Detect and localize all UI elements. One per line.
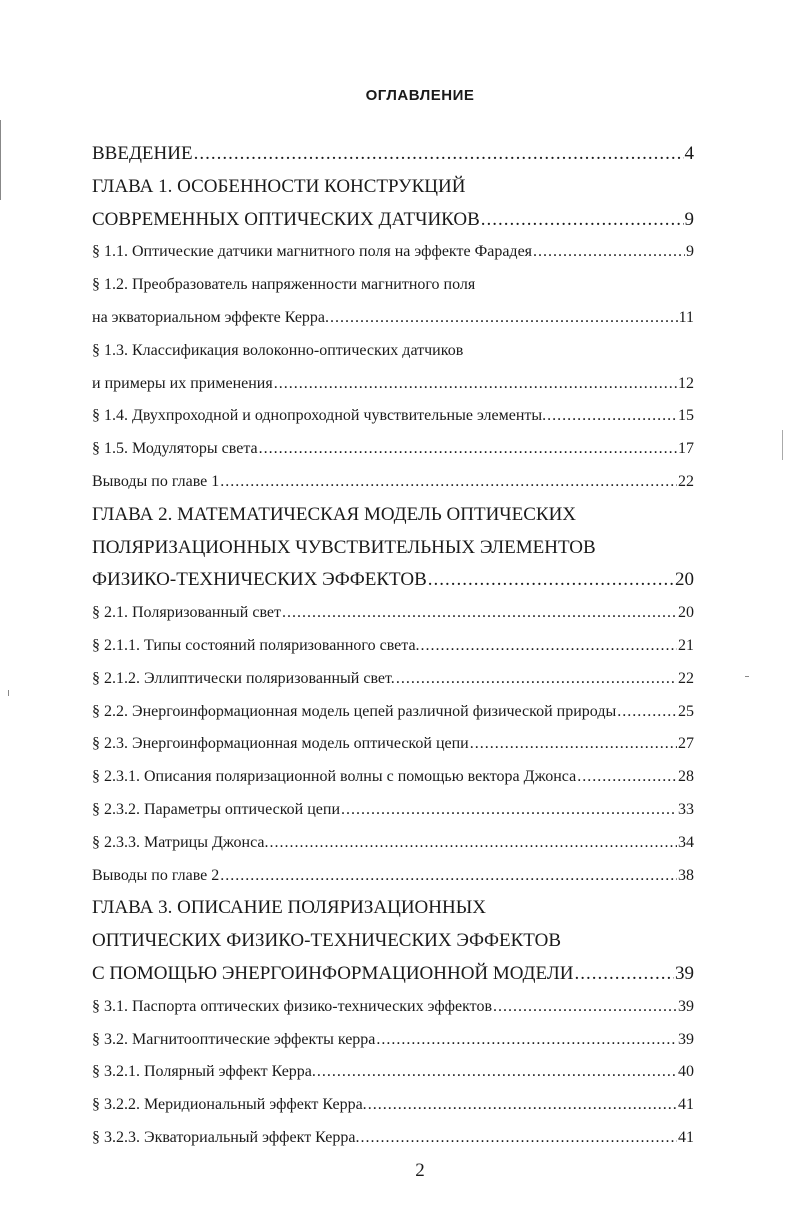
toc-entry-title: § 3.2.2. Меридиональный эффект Керра. [92, 1096, 367, 1114]
toc-entry [92, 466, 694, 499]
toc-leader-dots [533, 236, 685, 269]
toc-entry-page: 9 [686, 243, 694, 261]
toc-entry-page: 21 [678, 636, 694, 654]
toc-leader-dots [270, 827, 677, 860]
toc-leader-dots [493, 991, 677, 1024]
toc-entry [92, 925, 694, 958]
toc-entry-page: 22 [678, 472, 694, 490]
toc-entry [92, 171, 694, 204]
toc-leader-dots [220, 466, 677, 499]
toc-entry-page: 39 [678, 997, 694, 1015]
toc-entry-page: 15 [678, 407, 694, 425]
toc-entry-title: ВВЕДЕНИЕ [92, 143, 193, 164]
toc-entry [92, 892, 694, 925]
toc-entry-title: С ПОМОЩЬЮ ЭНЕРГОИНФОРМАЦИОННОЙ МОДЕЛИ [92, 962, 574, 984]
toc-entry-title: ФИЗИКО-ТЕХНИЧЕСКИХ ЭФФЕКТОВ [92, 569, 427, 591]
toc-entry-page: 39 [675, 962, 694, 984]
toc-entry-page: 12 [678, 374, 694, 392]
toc-entry-title: § 3.2.1. Полярный эффект Керра. [92, 1063, 316, 1081]
toc-entry-title: § 3.1. Паспорта оптических физико-технических эффектов [92, 997, 493, 1015]
scan-mark [8, 690, 9, 696]
toc-entry-title: ГЛАВА 1. ОСОБЕННОСТИ КОНСТРУКЦИЙ [92, 175, 466, 197]
toc-entry-title: ГЛАВА 3. ОПИСАНИЕ ПОЛЯРИЗАЦИОННЫХ [92, 897, 486, 919]
toc-entry-title: ПОЛЯРИЗАЦИОННЫХ ЧУВСТВИТЕЛЬНЫХ ЭЛЕМЕНТОВ [92, 536, 596, 558]
toc-leader-dots [547, 400, 677, 433]
scan-mark [745, 676, 749, 677]
toc-entry [92, 860, 694, 893]
toc-entry-page: 9 [684, 208, 694, 230]
toc-entry-page: 41 [678, 1128, 694, 1146]
toc-entry-page: 20 [675, 569, 694, 591]
toc-entry-title: Выводы по главе 1 [92, 472, 220, 490]
toc-entry-title: § 2.3. Энергоинформационная модель оптической цепи [92, 735, 469, 753]
toc-entry-title: § 1.3. Классификация волоконно-оптических датчиков [92, 341, 464, 359]
toc-leader-dots [421, 630, 677, 663]
page-number: 2 [415, 1160, 425, 1181]
toc-leader-dots [360, 1122, 677, 1155]
toc-entry [92, 597, 694, 630]
toc-entry-page: 38 [678, 866, 694, 884]
toc-entry-page: 4 [684, 143, 694, 164]
toc-entry [92, 236, 694, 269]
toc-leader-dots [577, 761, 677, 794]
toc-entry-title: § 2.3.1. Описания поляризационной волны с помощью вектора Джонса [92, 768, 577, 786]
toc-entry-title: ГЛАВА 2. МАТЕМАТИЧЕСКАЯ МОДЕЛЬ ОПТИЧЕСКИХ [92, 503, 577, 525]
toc-entry-title: § 2.1. Поляризованный свет [92, 604, 282, 622]
toc-entry-page: 11 [678, 308, 694, 326]
toc-entry [92, 138, 694, 171]
toc-leader-dots [376, 1024, 677, 1057]
toc-entry-page: 39 [678, 1030, 694, 1048]
toc-entry-page: 27 [678, 735, 694, 753]
toc-entry-title: § 1.4. Двухпроходной и однопроходной чувствительные элементы. [92, 407, 547, 425]
toc-entry-page: 33 [678, 800, 694, 818]
toc-entry-page: 41 [678, 1096, 694, 1114]
toc-entry-page: 40 [678, 1063, 694, 1081]
toc-entry-page: 22 [678, 669, 694, 687]
toc-entry [92, 728, 694, 761]
toc-entry-title: на экваториальном эффекте Керра. [92, 308, 330, 326]
toc-entry [92, 433, 694, 466]
toc-entry-title: и примеры их применения [92, 374, 273, 392]
toc-entry [92, 827, 694, 860]
toc-entry-title: § 2.3.2. Параметры оптической цепи [92, 800, 340, 818]
page-title: ОГЛАВЛЕНИЕ [365, 87, 475, 104]
toc-entry-title: § 2.3.3. Матрицы Джонса. [92, 833, 269, 851]
toc-entry [92, 269, 694, 302]
toc-entry-title: § 3.2. Магнитооптические эффекты керра [92, 1030, 376, 1048]
toc-entry [92, 630, 694, 663]
toc-entry [92, 1122, 694, 1155]
toc-leader-dots [368, 1089, 677, 1122]
toc-entry [92, 794, 694, 827]
toc-leader-dots [341, 794, 677, 827]
toc-entry-title: § 1.5. Модуляторы света [92, 440, 258, 458]
toc-leader-dots [259, 433, 677, 466]
scan-mark [782, 430, 783, 460]
toc-entry [92, 1089, 694, 1122]
toc-leader-dots [481, 204, 684, 237]
toc-entry [92, 1024, 694, 1057]
toc-entry [92, 499, 694, 532]
toc-leader-dots [274, 368, 677, 401]
toc-leader-dots [575, 958, 675, 991]
toc-entry [92, 368, 694, 401]
toc-entry-page: 20 [678, 604, 694, 622]
toc-leader-dots [317, 1056, 677, 1089]
toc-entry [92, 663, 694, 696]
toc-entry [92, 991, 694, 1024]
toc-entry-title: § 3.2.3. Экваториальный эффект Керра. [92, 1128, 360, 1146]
toc-entry-title: § 2.1.1. Типы состояний поляризованного света. [92, 636, 420, 654]
toc-leader-dots [330, 302, 678, 335]
toc-leader-dots [282, 597, 677, 630]
table-of-contents [92, 138, 694, 1155]
toc-entry-page: 34 [678, 833, 694, 851]
toc-entry [92, 335, 694, 368]
toc-entry [92, 958, 694, 991]
toc-entry [92, 564, 694, 597]
toc-entry [92, 761, 694, 794]
scan-mark [0, 120, 1, 200]
toc-leader-dots [428, 564, 674, 597]
toc-entry-page: 17 [678, 440, 694, 458]
toc-entry-title: Выводы по главе 2 [92, 866, 220, 884]
toc-leader-dots [617, 696, 677, 729]
toc-entry-page: 28 [678, 768, 694, 786]
toc-entry-title: ОПТИЧЕСКИХ ФИЗИКО-ТЕХНИЧЕСКИХ ЭФФЕКТОВ [92, 930, 562, 952]
toc-entry [92, 302, 694, 335]
toc-entry [92, 1056, 694, 1089]
toc-entry [92, 204, 694, 237]
toc-entry-page: 25 [678, 702, 694, 720]
toc-entry [92, 532, 694, 565]
toc-entry [92, 400, 694, 433]
toc-leader-dots [470, 728, 677, 761]
toc-leader-dots [194, 138, 684, 171]
toc-entry-title: § 2.2. Энергоинформационная модель цепей различной физической природы [92, 702, 617, 720]
toc-entry-title: § 1.1. Оптические датчики магнитного поля на эффекте Фарадея [92, 243, 533, 261]
toc-entry-title: § 2.1.2. Эллиптически поляризованный свет. [92, 669, 395, 687]
toc-leader-dots [396, 663, 677, 696]
toc-entry-title: § 1.2. Преобразователь напряженности магнитного поля [92, 276, 476, 294]
toc-entry [92, 696, 694, 729]
toc-entry-title: СОВРЕМЕННЫХ ОПТИЧЕСКИХ ДАТЧИКОВ [92, 208, 480, 230]
toc-leader-dots [220, 860, 677, 893]
